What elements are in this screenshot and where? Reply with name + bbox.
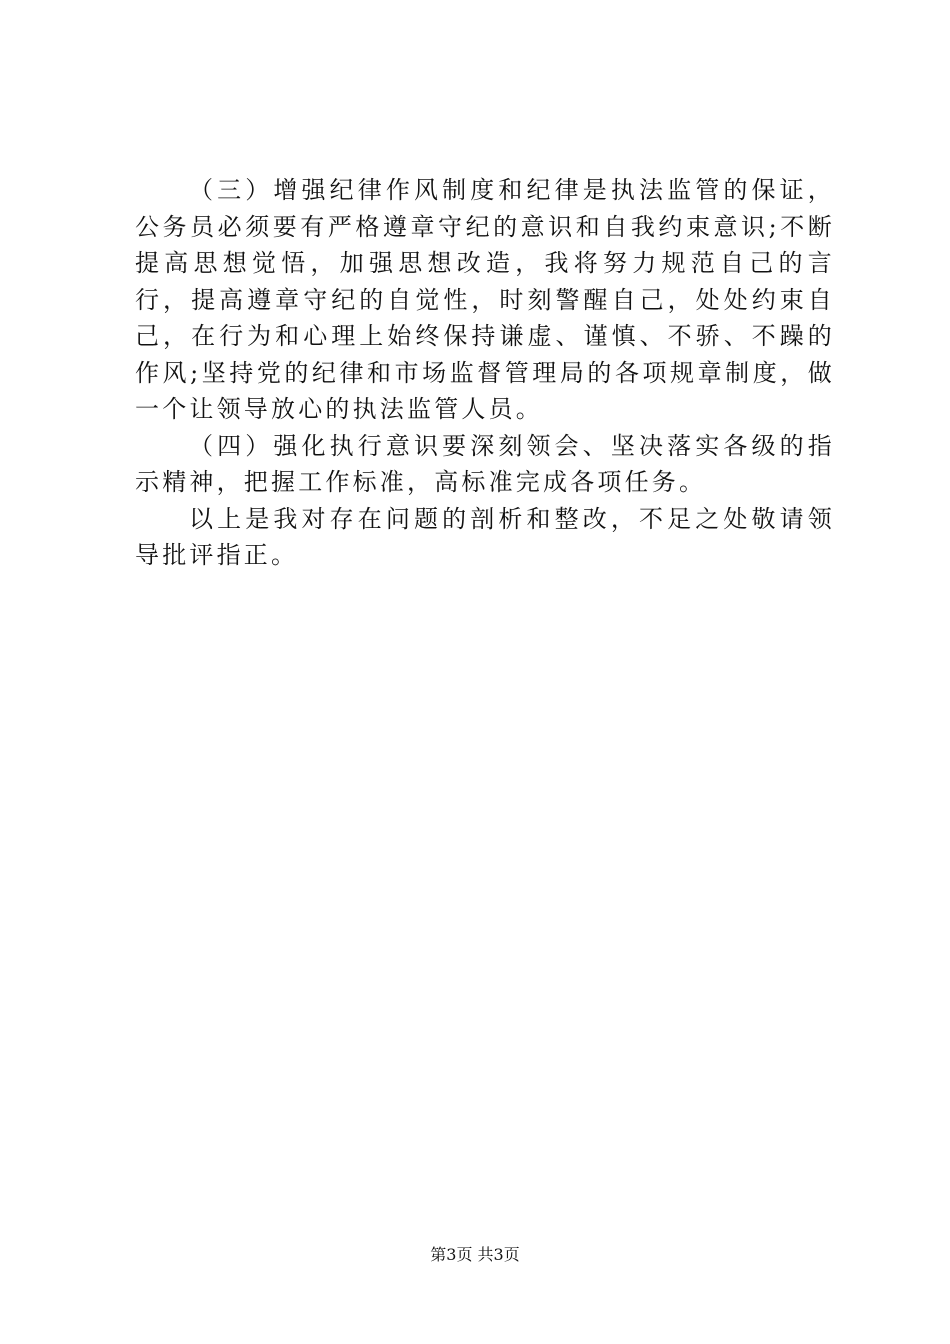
paragraph-conclusion: 以上是我对存在问题的剖析和整改，不足之处敬请领导批评指正。 [135,504,835,569]
page-number-footer: 第3页 共3页 [430,1245,520,1264]
paragraph-section-four: （四）强化执行意识要深刻领会、坚决落实各级的指示精神，把握工作标准，高标准完成各项任务。 [135,431,835,496]
paragraph-section-three: （三）增强纪律作风制度和纪律是执法监管的保证，公务员必须要有严格遵章守纪的意识和自我约束意识;不断提高思想觉悟，加强思想改造，我将努力规范自己的言行，提高遵章守纪的自觉性，时刻警醒自己，处处约束自己，在行为和心理上始终保持谦虚、谨慎、不骄、不躁的作风;坚持党的纪律和市场监督管理局的各项规章制度，做一个让领导放心的执法监管人员。 [135,176,835,423]
document-body [135,172,835,574]
